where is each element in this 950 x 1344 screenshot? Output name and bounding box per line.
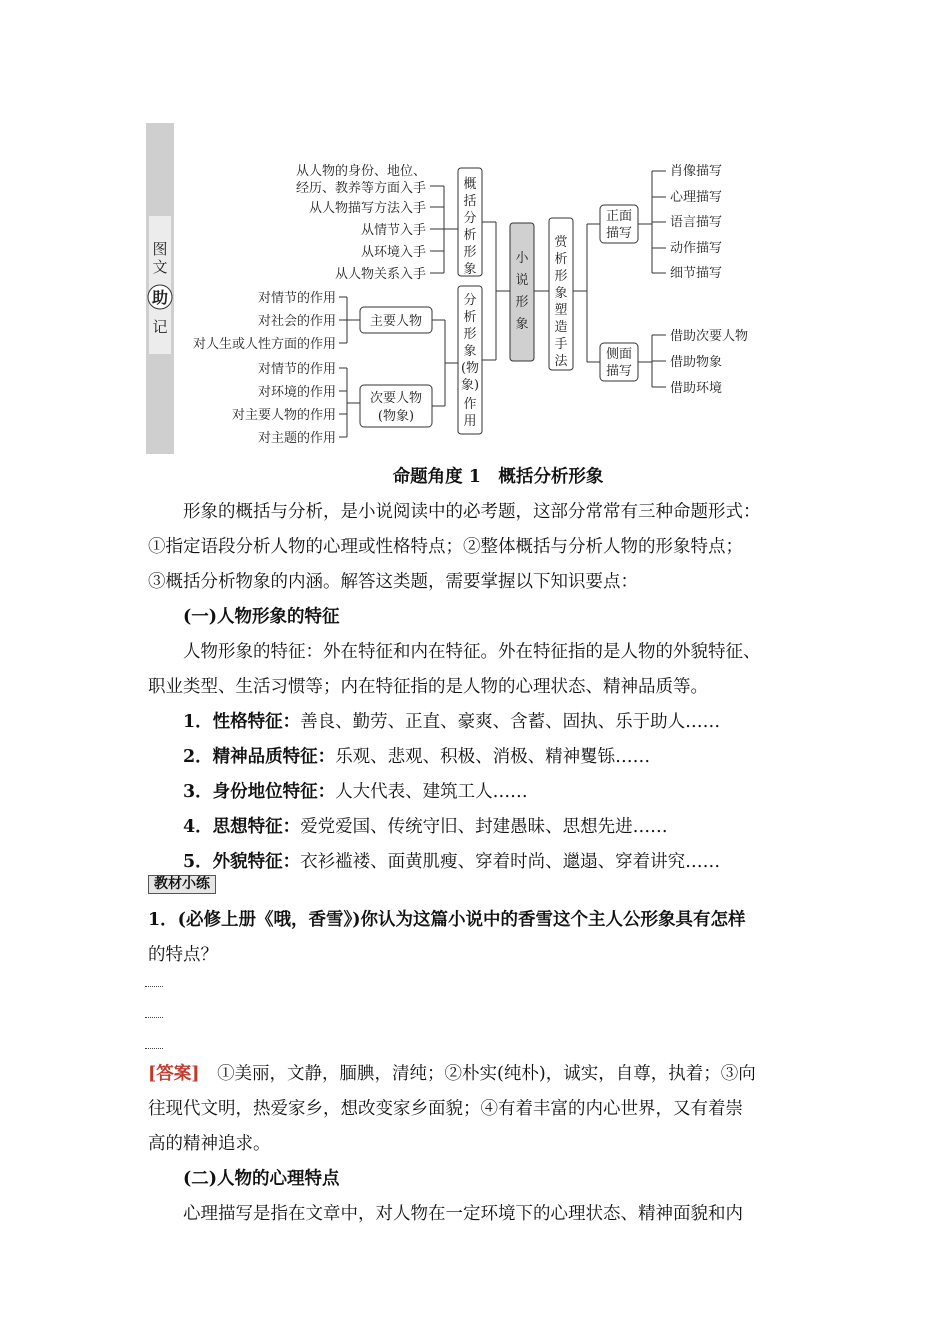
diagram-item: 心理描写: [670, 190, 723, 205]
intro-line: ③概括分析物象的内涵。解答这类题，需要掌握以下知识要点：: [148, 572, 638, 592]
feature-text: 人大代表、建筑工人……: [335, 782, 528, 802]
heading-2: (二)人物的心理特点: [183, 1169, 340, 1189]
diagram-item: 借助物象: [670, 355, 723, 370]
heading-1: (一)人物形象的特征: [183, 607, 340, 627]
box-minor-role-text: 次要人物: [369, 391, 423, 406]
box-direct-text: 描写: [605, 226, 633, 241]
box-analyze-char: 作: [463, 397, 477, 412]
box-direct-text: 正面: [605, 209, 633, 224]
feature-item: [183, 810, 883, 845]
box-analyze-char: 象: [463, 344, 477, 359]
feature-item: [183, 740, 883, 775]
feature-label: 2．精神品质特征：: [183, 747, 336, 767]
exercise-tag: 教材小练: [148, 875, 216, 894]
box-main-role-text: 主要人物: [369, 314, 423, 329]
diagram-item: 对人生或人性方面的作用: [192, 337, 336, 352]
feature-label: 3．身份地位特征：: [183, 782, 336, 802]
intro-line: 形象的概括与分析，是小说阅读中的必考题，这部分常常有三种命题形式：: [183, 502, 761, 522]
box-analyze-char: 析: [463, 310, 477, 325]
box-analyze-char: (物: [460, 361, 480, 376]
diagram-item: 对主要人物的作用: [231, 408, 336, 423]
diagram-item: 借助环境: [670, 381, 723, 396]
diagram-item: 细节描写: [670, 266, 723, 281]
answer-text: ①美丽，文静，腼腆，清纯；②朴实(纯朴)，诚实，自尊，执着；③向: [217, 1064, 756, 1084]
answer-line: [148, 1057, 848, 1092]
question-line: 1．(必修上册《哦，香雪》)你认为这篇小说中的香雪这个主人公形象具有怎样: [148, 910, 746, 930]
answer-blank-line: [145, 1048, 163, 1049]
intro-line: ①指定语段分析人物的心理或性格特点；②整体概括与分析人物的形象特点；: [148, 537, 743, 557]
feature-label: 5．外貌特征：: [183, 852, 301, 872]
answer-label: [答案]: [148, 1064, 200, 1084]
feature-item: [183, 775, 883, 810]
para-line: 心理描写是指在文章中，对人物在一定环境下的心理状态、精神面貌和内: [183, 1204, 743, 1224]
diagram-item: 从环境入手: [360, 245, 426, 260]
box-side-text: 侧面: [605, 347, 633, 362]
diagram-item: 对情节的作用: [257, 291, 336, 306]
section-title: 命题角度 1 概括分析形象: [392, 467, 604, 487]
diagram-item: 语言描写: [670, 215, 723, 230]
diagram-item: 对主题的作用: [257, 431, 336, 446]
box-analyze-char: 象): [460, 378, 480, 393]
feature-label: 4．思想特征：: [183, 817, 301, 837]
diagram-item: 对情节的作用: [257, 362, 336, 377]
sidebar-char: 文: [152, 258, 168, 276]
box-technique-text: 赏析形象塑造手法: [554, 235, 568, 369]
para-line: 人物形象的特征：外在特征和内在特征。外在特征指的是人物的外貌特征、: [183, 642, 761, 662]
answer-line: 高的精神追求。: [148, 1134, 271, 1154]
answer-blank-line: [145, 986, 163, 987]
diagram-item: 动作描写: [670, 241, 723, 256]
mind-map-diagram: [0, 0, 950, 470]
box-analyze-char: 分: [463, 293, 477, 308]
answer-line: 往现代文明，热爱家乡，想改变家乡面貌；④有着丰富的内心世界，又有着崇: [148, 1099, 743, 1119]
diagram-item: 从人物的身份、地位、: [295, 164, 426, 179]
feature-label: 1．性格特征：: [183, 712, 301, 732]
answer-blank-line: [145, 1017, 163, 1018]
diagram-item: 借助次要人物: [670, 329, 749, 344]
sidebar-char: 图: [152, 240, 168, 258]
box-side-text: 描写: [605, 364, 633, 379]
diagram-item: 肖像描写: [670, 164, 723, 179]
feature-text: 爱党爱国、传统守旧、封建愚昧、思想先进……: [300, 817, 668, 837]
diagram-item: 从情节入手: [360, 223, 426, 238]
question-line: 的特点？: [148, 945, 218, 965]
diagram-item: 经历、教养等方面入手: [295, 181, 426, 196]
feature-text: 乐观、悲观、积极、消极、精神矍铄……: [335, 747, 651, 767]
diagram-item: 对环境的作用: [257, 385, 336, 400]
sidebar-char: 记: [152, 318, 168, 336]
box-center-text: 小说形象: [515, 251, 529, 332]
feature-item: [183, 705, 883, 740]
box-minor-role-text: (物象): [377, 409, 415, 424]
feature-text: 衣衫褴褛、面黄肌瘦、穿着时尚、邋遢、穿着讲究……: [300, 852, 721, 872]
exercise-tag-row: [148, 873, 848, 894]
diagram-item: 从人物关系入手: [334, 267, 426, 282]
box-center: [510, 223, 534, 361]
box-analyze-char: 形: [463, 327, 477, 342]
box-analyze-char: 用: [463, 414, 477, 429]
para-line: 职业类型、生活习惯等；内在特征指的是人物的心理状态、精神品质等。: [148, 677, 708, 697]
diagram-item: 从人物描写方法入手: [308, 201, 426, 216]
feature-text: 善良、勤劳、正直、豪爽、含蓄、固执、乐于助人……: [300, 712, 721, 732]
diagram-item: 对社会的作用: [257, 314, 336, 329]
sidebar-char: 助: [151, 288, 169, 307]
box-summarize-text: 概括分析形象: [463, 177, 477, 277]
